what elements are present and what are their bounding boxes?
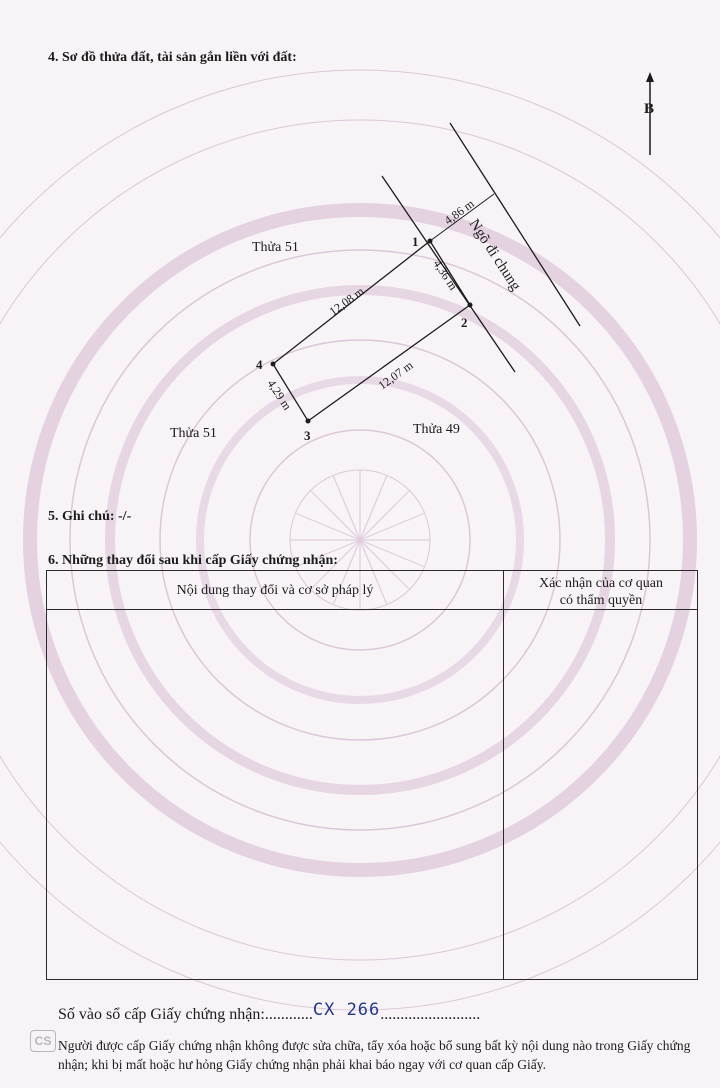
parcel-label-bottom-right: Thửa 49 — [413, 422, 460, 437]
certificate-number-label: Số vào sổ cấp Giấy chứng nhận: — [58, 1006, 265, 1023]
land-plot-diagram — [0, 60, 720, 460]
point-2-label: 2 — [461, 315, 468, 330]
table-header-divider — [47, 609, 697, 610]
table-column-divider — [503, 571, 504, 979]
point-4-label: 4 — [256, 357, 263, 372]
point-3-marker — [306, 419, 311, 424]
point-2-marker — [468, 303, 473, 308]
legal-note: Người được cấp Giấy chứng nhận không được sửa chữa, tẩy xóa hoặc bổ sung bất kỳ nội dung nào trong Giấy chứng nhận; khi bị mất hoặc hư hỏng Giấy chứng nhận phải khai báo ngay với cơ quan cấp Giấy. — [58, 1038, 691, 1072]
table-header-content: Nội dung thay đổi và cơ sở pháp lý — [176, 583, 374, 598]
point-4-marker — [271, 362, 276, 367]
point-1-marker — [428, 239, 433, 244]
section-5-title: 5. Ghi chú: -/- — [48, 509, 132, 524]
dimension-edge-1-2: 4,36 m — [430, 257, 461, 293]
table-header-approval-line2: có thẩm quyền — [559, 593, 643, 608]
dimension-edge-3-4: 4,29 m — [264, 377, 295, 413]
certificate-number-line: Số vào sổ cấp Giấy chứng nhận:............CX 266......................... — [58, 1000, 481, 1023]
north-label: B — [644, 101, 655, 117]
parcel-label-top-left: Thửa 51 — [252, 240, 299, 255]
certificate-number-value: CX 266 — [312, 1000, 381, 1020]
section-6-title: 6. Những thay đổi sau khi cấp Giấy chứng nhận: — [48, 553, 338, 568]
section-4-title: 4. Sơ đồ thửa đất, tài sản gắn liền với đất: — [48, 50, 297, 65]
watermark-logo: CS — [30, 1030, 56, 1052]
point-1-label: 1 — [412, 234, 419, 249]
road-label: Ngõ đi chung — [465, 216, 524, 294]
table-header-approval — [505, 575, 697, 609]
parcel-label-bottom-left: Thửa 51 — [170, 426, 217, 441]
dimension-edge-1-4: 12,08 m — [326, 283, 367, 319]
dimension-edge-2-3: 12,07 m — [375, 357, 416, 393]
point-3-label: 3 — [304, 428, 311, 443]
table-header-approval-line1: Xác nhận của cơ quan — [538, 576, 663, 591]
dimension-road-front: 4,86 m — [441, 196, 477, 228]
changes-table — [46, 570, 698, 980]
